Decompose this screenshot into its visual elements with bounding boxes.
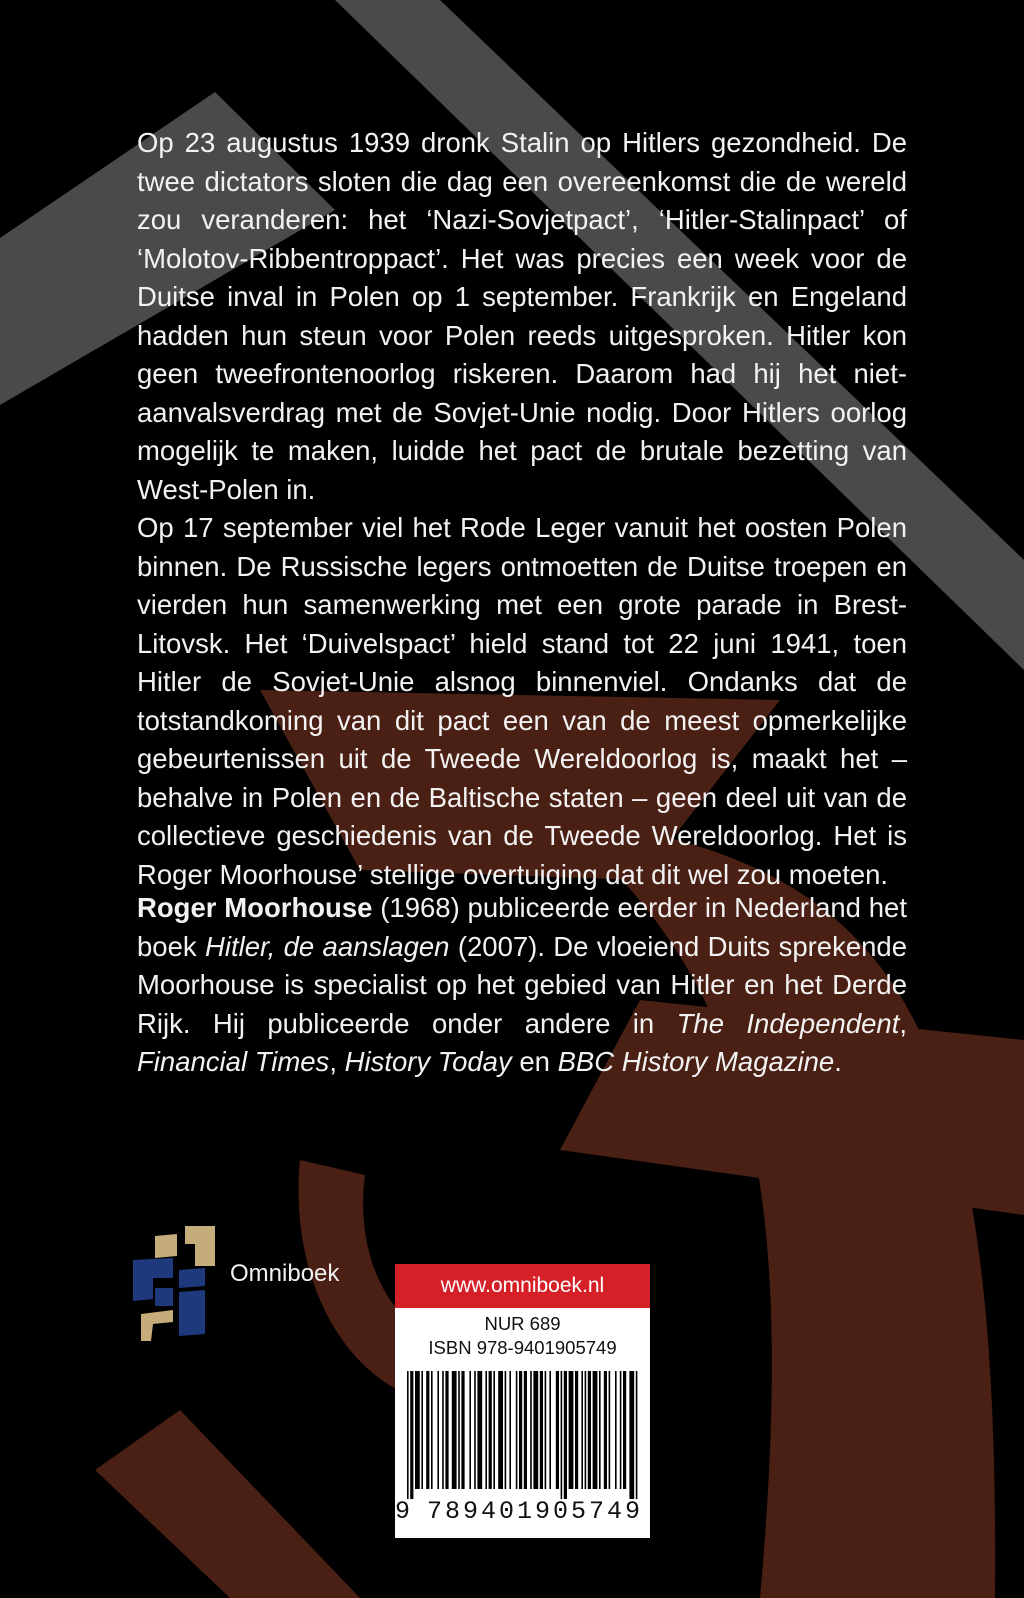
omniboek-logo-icon <box>133 1226 223 1341</box>
barcode-bar <box>452 1371 457 1489</box>
nur-code: NUR 689 <box>484 1313 561 1334</box>
barcode-bars <box>407 1371 638 1499</box>
barcode-bar <box>623 1371 626 1489</box>
author-bio-text <box>137 889 907 1082</box>
barcode-bar <box>445 1371 448 1489</box>
barcode-bar <box>545 1371 547 1489</box>
barcode-bar <box>431 1371 433 1489</box>
barcode-bar <box>604 1371 607 1489</box>
barcode-bar <box>588 1371 591 1489</box>
barcode-bar <box>530 1371 532 1489</box>
barcode-bar <box>585 1371 587 1489</box>
barcode-bar <box>636 1371 638 1499</box>
barcode-bar <box>533 1371 538 1489</box>
blurb-text <box>137 124 907 894</box>
barcode-bar <box>437 1371 439 1489</box>
barcode-bar <box>474 1371 476 1489</box>
author-bio <box>137 889 907 1082</box>
barcode-digit-group: 9 <box>395 1497 411 1526</box>
barcode-bar <box>540 1371 543 1489</box>
barcode-bar <box>629 1371 634 1499</box>
bio-text: (1968) publiceerde eerder in Nederland het boek <box>137 892 907 962</box>
barcode-bar <box>593 1371 598 1489</box>
barcode-bar <box>442 1371 444 1489</box>
barcode-bar <box>564 1371 567 1499</box>
barcode-bar <box>469 1371 471 1489</box>
barcode-digit-group: 905749 <box>535 1497 644 1526</box>
barcode-bar <box>407 1371 409 1499</box>
barcode-bar <box>415 1371 420 1489</box>
blurb-paragraph: Op 23 augustus 1939 dronk Stalin op Hitlers gezondheid. De twee dictators sloten die dag een overeenkomst die de wereld zou veranderen: het ‘Nazi-Sovjetpact’, ‘Hitler-Stalinpact’ of ‘Molotov-Ribbentroppact’. Het was precies een week voor de Duitse inval in Polen op 1 september. Frankrijk en Engeland hadden hun steun voor Polen reeds uitgesproken. Hitler kon geen tweefrontenoorlog riskeren. Daarom had hij het niet-aanvalsverdrag met de Sovjet-Unie nodig. Door Hitlers oorlog mogelijk te maken, luidde het pact de brutale bezetting van West-Polen in. <box>137 127 907 505</box>
book-title: Hitler, de aanslagen <box>204 930 450 962</box>
barcode-bar <box>599 1371 601 1489</box>
publication-name: Financial Times <box>137 1046 330 1077</box>
bio-text: , <box>329 1046 345 1077</box>
barcode-bar <box>609 1371 611 1489</box>
barcode-bar <box>581 1371 583 1489</box>
blurb-paragraph: Op 17 september viel het Rode Leger vanuit het oosten Polen binnen. De Russische legers ontmoetten de Duitse troepen en vierden hun samenwerking met een grote parade in Brest-Litovsk. Het ‘Duivelspact’ hield stand tot 22 juni 1941, toen Hitler de Sovjet-Unie alsnog binnenviel. Ondanks dat de totstandkoming van dit pact een van de meest opmerkelijke gebeurtenissen uit de Tweede Wereldoorlog is, maakt het – behalve in Polen en de Baltische staten – geen deel uit van de collectieve geschiedenis van de Tweede Wereldoorlog. Het is Roger Moorhouse’ stellige overtuiging dat dit wel zou moeten. <box>137 512 907 890</box>
barcode-bar <box>569 1371 574 1489</box>
publication-name: The Independent <box>676 1007 900 1039</box>
barcode-bar <box>458 1371 460 1489</box>
barcode-panel <box>395 1264 650 1538</box>
bio-text: . <box>834 1046 842 1077</box>
isbn-label: ISBN 978-9401905749 <box>428 1337 617 1358</box>
barcode-bar <box>493 1371 495 1489</box>
barcode-bar <box>519 1371 522 1489</box>
bio-text: , <box>899 1007 907 1039</box>
barcode-bar <box>509 1371 511 1489</box>
barcode-bar <box>498 1371 503 1489</box>
barcode-bar <box>461 1371 464 1489</box>
barcode-bar <box>556 1371 559 1489</box>
barcode-bar <box>421 1371 423 1489</box>
barcode-bar <box>575 1371 578 1489</box>
barcode-bar <box>561 1371 563 1499</box>
barcode-digit-group: 789401 <box>427 1497 536 1526</box>
publisher-url[interactable]: www.omniboek.nl <box>395 1264 650 1308</box>
barcode-bar <box>516 1371 518 1489</box>
barcode-bar <box>549 1371 551 1489</box>
barcode-bar <box>489 1371 492 1489</box>
author-name: Roger Moorhouse <box>137 892 373 923</box>
barcode-bar <box>410 1371 413 1499</box>
bio-text: (2007). De vloeiend Duits sprekende Moorhouse is specialist op het gebied van Hitler en het Derde Rijk. Hij publiceerde onder andere in <box>137 930 907 1039</box>
publication-name: BBC History Magazine <box>557 1046 835 1077</box>
barcode-bar <box>615 1371 617 1489</box>
barcode-bar <box>505 1371 507 1489</box>
barcode-bar <box>477 1371 482 1489</box>
barcode-bar <box>620 1371 622 1489</box>
bio-text: en <box>511 1046 558 1077</box>
barcode-digits <box>395 1497 650 1525</box>
publisher-name: Omniboek <box>230 1260 340 1287</box>
barcode-bar <box>426 1371 429 1489</box>
barcode-bar <box>485 1371 487 1489</box>
barcode-bar <box>524 1371 527 1489</box>
publication-name: History Today <box>344 1046 512 1077</box>
